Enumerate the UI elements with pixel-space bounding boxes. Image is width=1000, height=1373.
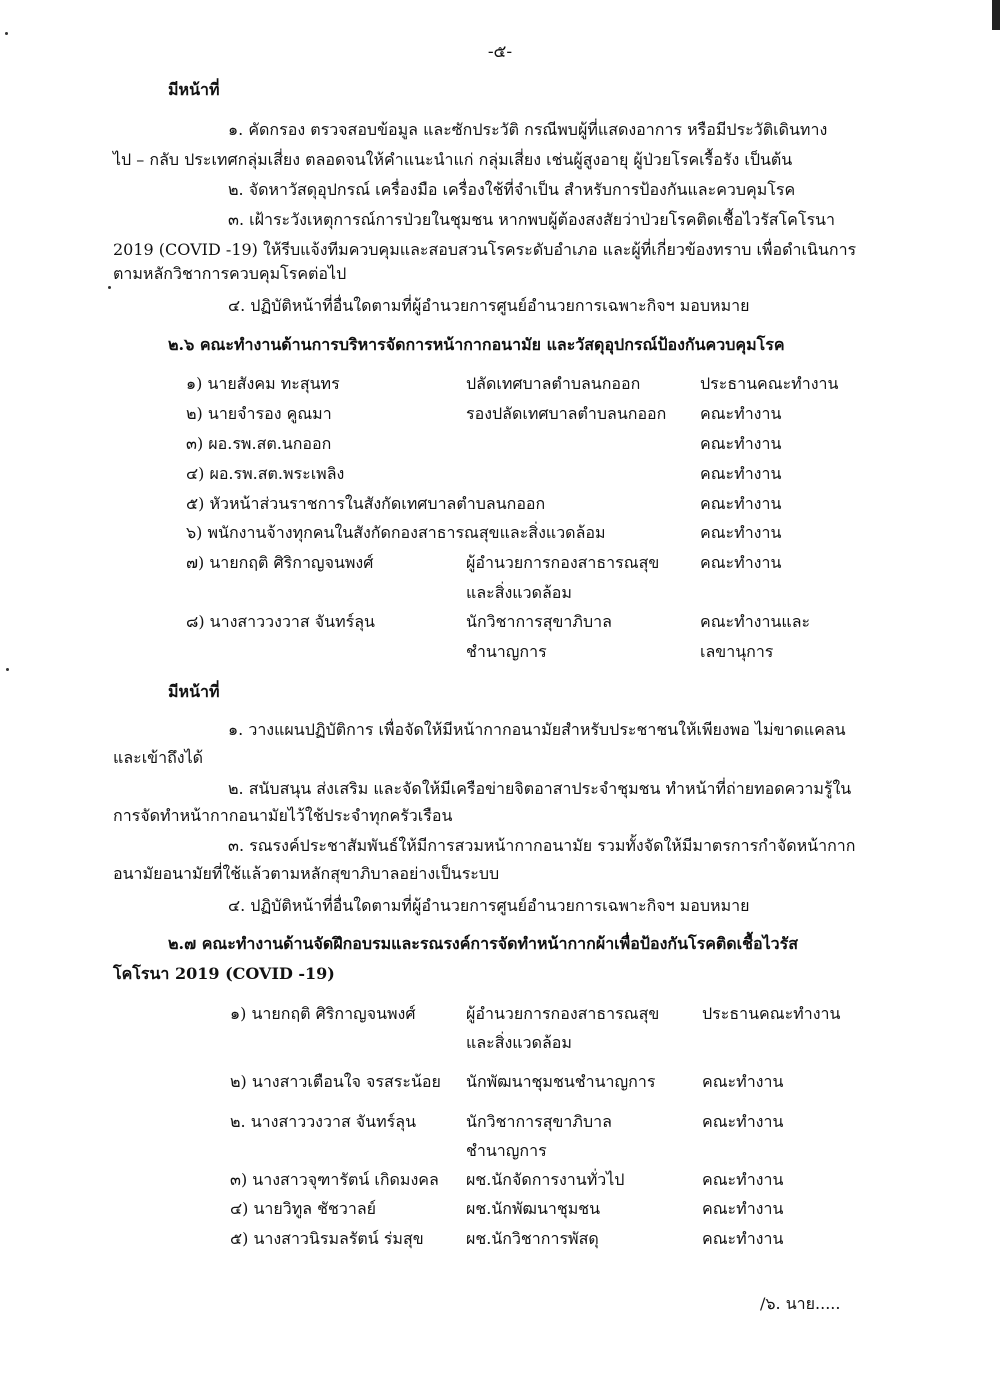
duties-heading: มีหน้าที่ [168, 682, 220, 701]
page-number: -๕- [487, 42, 513, 62]
duties-heading: มีหน้าที่ [168, 80, 220, 99]
scan-speck [5, 32, 8, 35]
scan-edge-mark [992, 0, 1000, 30]
scan-speck [108, 286, 111, 289]
document-page: -๕- มีหน้าที่ ๑. คัดกรอง ตรวจสอบข้อมูล และซักประวัติ กรณีพบผู้ที่แสดงอาการ หรือมีประวัติเดินทาง ไป – กลับ ประเทศกลุ่มเสี่ยง ตลอดจนให้คำแนะนำแก่ กลุ่มเสี่ยง เช่นผู้สูงอายุ ผู้ป่วยโรคเรื้อรัง เป็นต้น ๒. จัดหาวัสดุอุปกรณ์ เครื่องมือ เครื่องใช้ที่จำเป็น สำหรับการป้องกันและควบคุมโรค ๓. เฝ้าระวังเหตุการณ์การป่วยในชุมชน หากพบผู้ต้องสงสัยว่าป่วยโรคติดเชื้อไวรัสโคโรนา 2019 (COVID -19) ให้รีบแจ้งทีมควบคุมและสอบสวนโรคระดับอำเภอ และผู้ที่เกี่ยวข้องทราบ เพื่อดำเนินการ ตามหลักวิชาการควบคุมโรคต่อไป ๔. ปฏิบัติหน้าที่อื่นใดตามที่ผู้อำนวยการศูนย์อำนวยการเฉพาะกิจฯ มอบหมาย ๒.๖ คณะทำงานด้านการบริหารจัดการหน้ากากอนามัย และวัสดุอุปกรณ์ป้องกันควบคุมโรค ๑) นายสังคม ทะสุนทร ปลัดเทศบาลตำบลนกออก ประธานคณะทำงาน ๒) นายจำรอง คูณมา รองปลัดเทศบาลตำบลนกออก คณะทำงาน ๓) ผอ.รพ.สต.นกออก คณะทำงาน ๔) ผอ.รพ.สต.พระเพลิง คณะทำงาน ๕) หัวหน้าส่วนราชการในสังกัดเทศบาลตำบลนกออก คณะทำงาน ๖) พนักงานจ้างทุกคนในสังกัดกองสาธารณสุขและสิ่งแวดล้อม คณะทำงาน ๗) นายกฤติ ศิริกาญจนพงศ์ ผู้อำนวยการกองสาธารณสุข คณะทำงาน และสิ่งแวดล้อม ๘) นางสาววงวาส จันทร์ลุน นักวิชาการสุขาภิบาล คณะทำงานและ ชำนาญการ เลขานุการ มีหน้าที่ ๑. วางแผนปฏิบัติการ เพื่อจัดให้มีหน้ากากอนามัยสำหรับประชาชนให้เพียงพอ ไม่ขาดแคลน และเข้าถึงได้ ๒. สนับสนุน ส่งเสริม และจัดให้มีเครือข่ายจิตอาสาประจำชุมชน ทำหน้าที่ถ่ายทอดความรู้ใน การจัดทำหน้ากากอนามัยไว้ใช้ประจำทุกครัวเรือน ๓. รณรงค์ประชาสัมพันธ์ให้มีการสวมหน้ากากอนามัย รวมทั้งจัดให้มีมาตรการกำจัดหน้ากาก อนามัยอนามัยที่ใช้แล้วตามหลักสุขาภิบาลอย่างเป็นระบบ ๔. ปฏิบัติหน้าที่อื่นใดตามที่ผู้อำนวยการศูนย์อำนวยการเฉพาะกิจฯ มอบหมาย ๒.๗ คณะทำงานด้านจัดฝึกอบรมและรณรงค์การจัดทำหน้ากากผ้าเพื่อป้องกันโรคติดเชื้อไวรัส โคโรนา 2019 (COVID -19) ๑) นายกฤติ ศิริกาญจนพงศ์ ผู้อำนวยการกองสาธารณสุข ประธานคณะทำงาน และสิ่งแวดล้อม ๒) นางสาวเตือนใจ จรสระน้อย นักพัฒนาชุมชนชำนาญการ คณะทำงาน ๒. นางสาววงวาส จันทร์ลุน นักวิชาการสุขาภิบาล คณะทำงาน ชำนาญการ ๓) นางสาวจุฑารัตน์ เกิดมงคล ผช.นักจัดการงานทั่วไป คณะทำงาน ๔) นายวิทูล ชัชวาลย์ ผช.นักพัฒนาชุมชน คณะทำงาน ๕) นางสาวนิรมลรัตน์ ร่มสุข ผช.นักวิชาการพัสดุ คณะทำงาน /๖. นาย..... [0, 0, 1000, 1373]
section-2-7-title-continued: โคโรนา 2019 (COVID -19) [113, 964, 335, 983]
scan-speck [6, 668, 9, 671]
next-page-reference: /๖. นาย..... [760, 1294, 841, 1313]
section-2-7-title: ๒.๗ คณะทำงานด้านจัดฝึกอบรมและรณรงค์การจัดทำหน้ากากผ้าเพื่อป้องกันโรคติดเชื้อไวรัส [168, 934, 799, 953]
section-2-6-title: ๒.๖ คณะทำงานด้านการบริหารจัดการหน้ากากอนามัย และวัสดุอุปกรณ์ป้องกันควบคุมโรค [168, 335, 785, 354]
